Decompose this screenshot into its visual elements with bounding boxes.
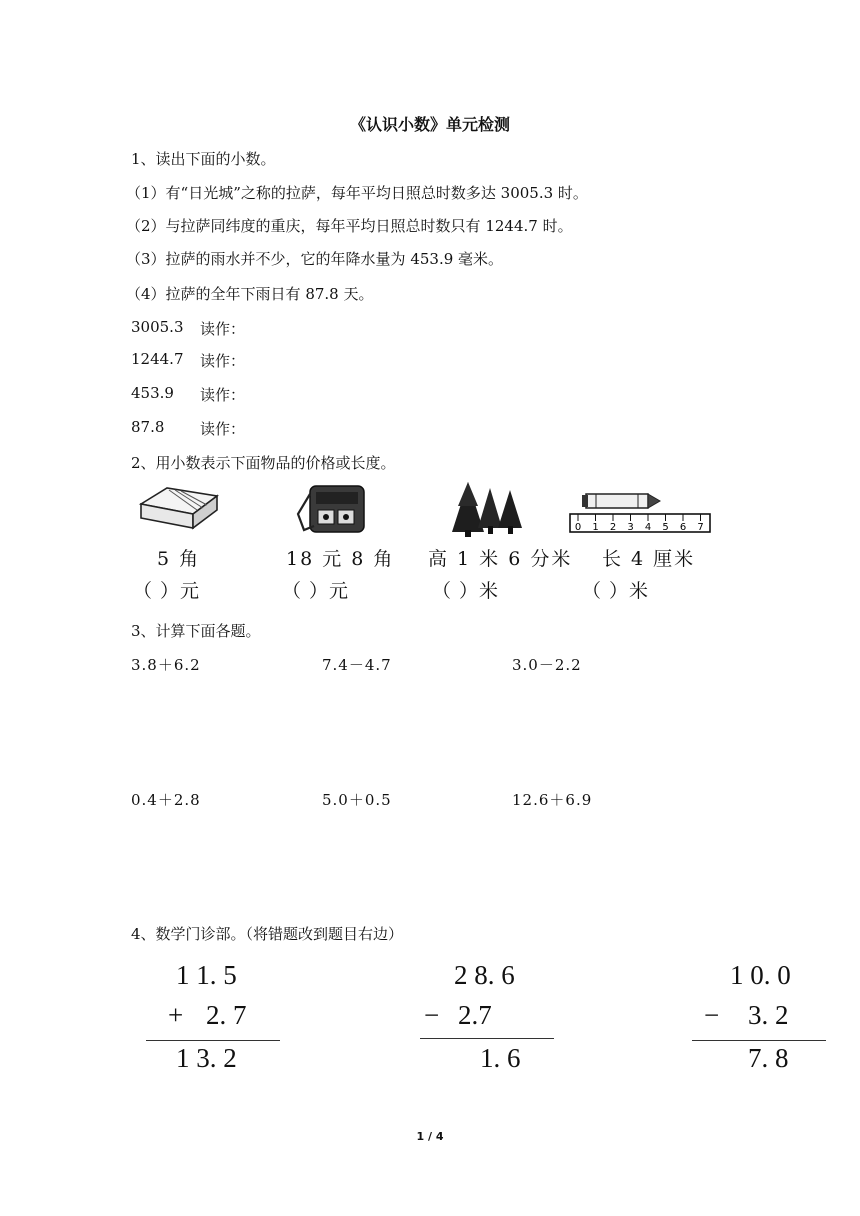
q1-read-label-1: 读作： xyxy=(200,320,246,338)
q4-problem-2-result: 1. 6 xyxy=(480,1043,521,1073)
q3-expression-1: 3.8＋6.2 xyxy=(131,656,201,674)
q4-problem-3-result: 7. 8 xyxy=(748,1043,789,1073)
q1-read-number-2: 1244.7 xyxy=(131,350,184,368)
q4-problem-2-second: 2.7 xyxy=(458,1000,492,1030)
q4-problem-1-top: 1 1. 5 xyxy=(176,960,237,990)
q3-expression-6: 12.6＋6.9 xyxy=(512,791,593,809)
q3-heading: 3、计算下面各题。 xyxy=(131,622,261,640)
q3-expression-3: 3.0－2.2 xyxy=(512,656,582,674)
q4-problem-3-second: 3. 2 xyxy=(748,1000,789,1030)
q1-statement-4: （4）拉萨的全年下雨日有 87.8 天。 xyxy=(126,285,374,303)
q4-problem-2-operator: − xyxy=(424,1000,440,1030)
q4-problem-3-rule xyxy=(692,1040,826,1041)
q4-problem-1-rule xyxy=(146,1040,280,1041)
q3-expression-2: 7.4－4.7 xyxy=(322,656,392,674)
q1-read-number-3: 453.9 xyxy=(131,384,174,402)
q1-read-number-4: 87.8 xyxy=(131,418,165,436)
q2-caption-1: 5 角 xyxy=(157,548,201,570)
q2-answer-4: （ ）米 xyxy=(582,580,650,602)
q1-statement-3: （3）拉萨的雨水并不少，它的年降水量为 453.9 毫米。 xyxy=(126,250,504,268)
q1-statement-1: （1）有“日光城”之称的拉萨，每年平均日照总时数多达 3005.3 时。 xyxy=(126,184,588,202)
ruler-tick-label: 5 xyxy=(662,522,669,533)
q4-problem-1-second: 2. 7 xyxy=(206,1000,247,1030)
q4-problem-1-result: 1 3. 2 xyxy=(176,1043,237,1073)
page-number: 1 / 4 xyxy=(416,1130,444,1143)
ruler-tick-label: 6 xyxy=(679,522,687,533)
q2-caption-2: 18 元 8 角 xyxy=(286,548,395,570)
ruler-tick-label: 7 xyxy=(697,522,704,533)
q2-item-crayon xyxy=(566,480,726,600)
eraser-icon xyxy=(137,484,221,530)
q4-problem-2-top: 2 8. 6 xyxy=(454,960,515,990)
q2-caption-3: 高 1 米 6 分米 xyxy=(428,548,573,570)
q3-expression-5: 5.0＋0.5 xyxy=(322,791,392,809)
ruler-tick-label: 0 xyxy=(574,522,582,533)
q2-caption-4: 长 4 厘米 xyxy=(602,548,696,570)
ruler-tick-label: 2 xyxy=(609,522,617,533)
q2-heading: 2、用小数表示下面物品的价格或长度。 xyxy=(131,454,396,472)
q1-read-label-4: 读作： xyxy=(200,420,246,438)
q2-answer-1: （ ）元 xyxy=(133,580,201,602)
q2-answer-2: （ ）元 xyxy=(282,580,350,602)
q4-problem-3-operator: − xyxy=(704,1000,720,1030)
q1-read-label-3: 读作： xyxy=(200,386,246,404)
q2-item-trees xyxy=(428,480,588,600)
q1-statement-2: （2）与拉萨同纬度的重庆，每年平均日照总时数只有 1244.7 时。 xyxy=(126,217,573,235)
ruler-tick-label: 4 xyxy=(644,522,652,533)
page-title: 《认识小数》单元检测 xyxy=(349,115,510,134)
q2-item-bag xyxy=(280,480,440,600)
q3-expression-4: 0.4＋2.8 xyxy=(131,791,201,809)
q4-problem-3-top: 1 0. 0 xyxy=(730,960,791,990)
q1-read-number-1: 3005.3 xyxy=(131,318,184,336)
q2-answer-3: （ ）米 xyxy=(432,580,500,602)
q4-heading: 4、数学门诊部。（将错题改到题目右边） xyxy=(131,925,404,943)
ruler-tick-label: 1 xyxy=(592,522,599,533)
pine-trees-icon xyxy=(450,480,526,538)
q4-problem-2-rule xyxy=(420,1038,554,1039)
q4-problem-1-operator: + xyxy=(168,1000,184,1030)
ruler-tick-label: 3 xyxy=(627,522,634,533)
q1-heading: 1、读出下面的小数。 xyxy=(131,150,276,168)
q1-read-label-2: 读作： xyxy=(200,352,246,370)
school-bag-icon xyxy=(294,480,374,536)
q2-item-eraser xyxy=(131,480,291,600)
crayon-ruler-icon xyxy=(568,490,714,538)
